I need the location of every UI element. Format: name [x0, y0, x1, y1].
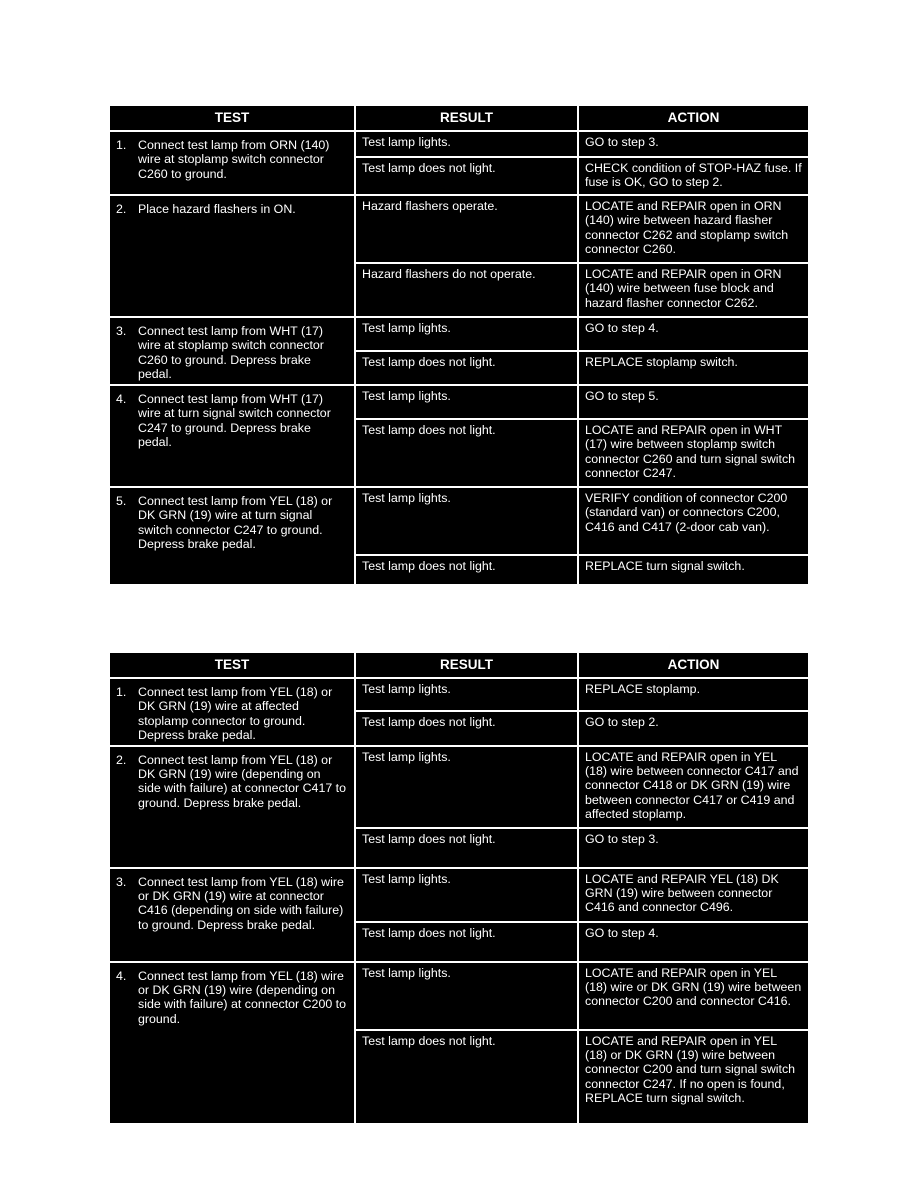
action-cell: CHECK condition of STOP-HAZ fuse. If fuse is OK, GO to step 2.	[578, 157, 809, 195]
test-text: Connect test lamp from YEL (18) or DK GRN (19) wire at turn signal switch connector C247 to ground. Depress brake pedal.	[138, 494, 333, 552]
step-number: 3.	[116, 324, 127, 338]
result-cell: Test lamp does not light.	[355, 711, 578, 746]
result-cell: Test lamp lights.	[355, 317, 578, 351]
action-cell: LOCATE and REPAIR open in YEL (18) or DK GRN (19) wire between connector C200 and turn signal switch connector C247. If no open is found, REPLACE turn signal switch.	[578, 1030, 809, 1124]
result-cell: Test lamp does not light.	[355, 555, 578, 585]
result-cell: Test lamp lights.	[355, 678, 578, 711]
diagnostic-table-1	[108, 104, 810, 586]
test-text: Connect test lamp from WHT (17) wire at stoplamp switch connector C260 to ground. Depress brake pedal.	[138, 324, 324, 382]
action-cell: GO to step 3.	[578, 131, 809, 157]
action-cell: GO to step 3.	[578, 828, 809, 868]
result-cell: Test lamp lights.	[355, 487, 578, 555]
action-cell: LOCATE and REPAIR open in ORN (140) wire between fuse block and hazard flasher connector C262.	[578, 263, 809, 317]
test-step-cell	[109, 746, 355, 868]
result-cell: Test lamp lights.	[355, 962, 578, 1030]
diagnostic-table-2	[108, 651, 810, 1125]
result-cell: Test lamp does not light.	[355, 419, 578, 487]
header-action: ACTION	[578, 105, 809, 131]
test-step-cell	[109, 678, 355, 746]
step-number: 4.	[116, 968, 127, 983]
test-text: Connect test lamp from WHT (17) wire at turn signal switch connector C247 to ground. Depress brake pedal.	[138, 392, 331, 450]
action-cell: REPLACE stoplamp.	[578, 678, 809, 711]
action-cell: GO to step 5.	[578, 385, 809, 419]
action-cell: LOCATE and REPAIR open in WHT (17) wire between stoplamp switch connector C260 and turn signal switch connector C247.	[578, 419, 809, 487]
step-number: 5.	[116, 494, 127, 508]
result-cell: Test lamp does not light.	[355, 922, 578, 962]
action-cell: GO to step 4.	[578, 317, 809, 351]
action-cell: LOCATE and REPAIR open in YEL (18) wire between connector C417 and connector C418 or DK GRN (19) wire between connector C417 or C419 and affected stoplamp.	[578, 746, 809, 828]
result-cell: Test lamp lights.	[355, 131, 578, 157]
result-cell: Hazard flashers operate.	[355, 195, 578, 263]
test-step-cell	[109, 195, 355, 317]
result-cell: Test lamp does not light.	[355, 157, 578, 195]
test-step-cell	[109, 385, 355, 487]
action-cell: LOCATE and REPAIR open in ORN (140) wire between hazard flasher connector C262 and stoplamp switch connector C260.	[578, 195, 809, 263]
test-text: Place hazard flashers in ON.	[138, 202, 296, 216]
action-cell: GO to step 2.	[578, 711, 809, 746]
action-cell: REPLACE turn signal switch.	[578, 555, 809, 585]
header-action: ACTION	[578, 652, 809, 678]
step-number: 3.	[116, 874, 127, 889]
header-test: TEST	[109, 652, 355, 678]
action-cell: VERIFY condition of connector C200 (standard van) or connectors C200, C416 and C417 (2-door cab van).	[578, 487, 809, 555]
step-number: 4.	[116, 392, 127, 406]
result-cell: Test lamp lights.	[355, 868, 578, 922]
header-result: RESULT	[355, 105, 578, 131]
test-text: Connect test lamp from ORN (140) wire at stoplamp switch connector C260 to ground.	[138, 138, 330, 181]
test-text: Connect test lamp from YEL (18) wire or DK GRN (19) wire (depending on side with failure) at connector C200 to ground.	[138, 968, 346, 1026]
action-cell: GO to step 4.	[578, 922, 809, 962]
result-cell: Test lamp lights.	[355, 385, 578, 419]
action-cell: LOCATE and REPAIR open in YEL (18) wire or DK GRN (19) wire between connector C200 and connector C416.	[578, 962, 809, 1030]
step-number: 2.	[116, 752, 127, 767]
header-result: RESULT	[355, 652, 578, 678]
step-number: 2.	[116, 202, 127, 216]
action-cell: REPLACE stoplamp switch.	[578, 351, 809, 385]
test-step-cell	[109, 962, 355, 1124]
result-cell: Test lamp does not light.	[355, 828, 578, 868]
test-step-cell	[109, 317, 355, 385]
test-step-cell	[109, 487, 355, 585]
test-step-cell	[109, 131, 355, 195]
test-text: Connect test lamp from YEL (18) or DK GRN (19) wire (depending on side with failure) at connector C417 to ground. Depress brake pedal.	[138, 752, 346, 810]
step-number: 1.	[116, 138, 127, 152]
test-text: Connect test lamp from YEL (18) wire or DK GRN (19) wire at connector C416 (depending on side with failure) to ground. Depress brake pedal.	[138, 874, 344, 932]
result-cell: Hazard flashers do not operate.	[355, 263, 578, 317]
step-number: 1.	[116, 685, 127, 699]
result-cell: Test lamp does not light.	[355, 1030, 578, 1124]
action-cell: LOCATE and REPAIR YEL (18) DK GRN (19) wire between connector C416 and connector C496.	[578, 868, 809, 922]
header-test: TEST	[109, 105, 355, 131]
test-text: Connect test lamp from YEL (18) or DK GRN (19) wire at affected stoplamp connector to ground. Depress brake pedal.	[138, 685, 333, 743]
test-step-cell	[109, 868, 355, 962]
result-cell: Test lamp lights.	[355, 746, 578, 828]
result-cell: Test lamp does not light.	[355, 351, 578, 385]
